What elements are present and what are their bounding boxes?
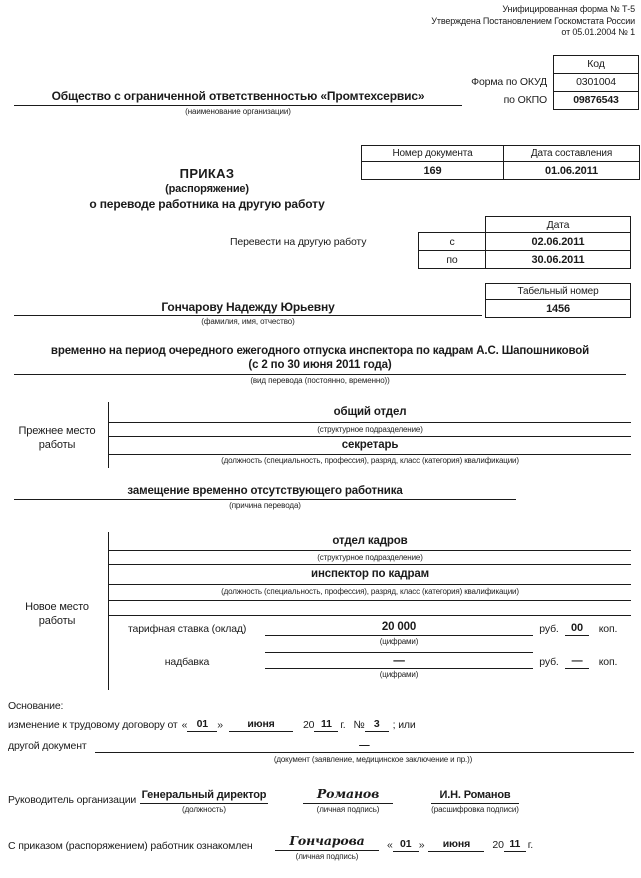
bonus-row: [109, 652, 631, 669]
basis-month: июня: [229, 717, 293, 732]
form-ref-line-3: от 05.01.2004 № 1: [561, 27, 635, 37]
doc-table-header-row: [362, 146, 640, 162]
ack-month: июня: [428, 837, 484, 852]
period-header-spacer: [419, 217, 486, 233]
head-name-caption: (расшифровка подписи): [431, 805, 519, 814]
transfer-reason-block: [14, 485, 516, 510]
basis-caption: (документ (заявление, медицинское заключение и пр.)): [273, 755, 473, 764]
personnel-number-value: 1456: [486, 300, 631, 318]
employee-name-block: [14, 300, 482, 326]
bonus-digits-caption: (цифрами): [379, 670, 419, 679]
doc-number-value: 169: [362, 162, 504, 180]
bonus-rub-label: руб.: [539, 656, 559, 668]
head-signature-caption: (личная подпись): [316, 805, 380, 814]
code-header-cell: Код: [553, 55, 639, 74]
employee-name: Гончарову Надежду Юрьевну: [14, 300, 482, 316]
ack-year-prefix: 20: [492, 839, 504, 851]
head-position-block: [140, 789, 268, 814]
salary-rub-label: руб.: [539, 623, 559, 635]
basis-other-line: [8, 738, 634, 753]
okud-value: 0301004: [553, 73, 639, 92]
doc-date-value: 01.06.2011: [504, 162, 640, 180]
ack-signature-block: [275, 833, 379, 861]
basis-block: [8, 700, 634, 764]
title-order: ПРИКАЗ: [179, 166, 235, 181]
basis-other-value: —: [95, 738, 634, 753]
period-from-date: 02.06.2011: [486, 233, 631, 251]
bonus-kop-label: коп.: [598, 656, 618, 668]
previous-department: общий отдел: [109, 402, 631, 423]
head-signature-block: [303, 786, 393, 814]
organization-name: Общество с ограниченной ответственностью «Промтехсервис»: [14, 89, 462, 106]
head-name-block: [431, 789, 519, 814]
title-block: [0, 166, 414, 211]
salary-digits-caption: (цифрами): [379, 637, 419, 646]
ack-day: 01: [393, 837, 419, 852]
okpo-label: по ОКПО: [503, 94, 547, 106]
period-from-row: [419, 233, 631, 251]
form-ref-line-1: Унифицированная форма № Т-5: [502, 4, 635, 14]
bonus-label: надбавка: [164, 656, 210, 668]
title-subject: о переводе работника на другую работу: [89, 197, 325, 211]
doc-number-header: Номер документа: [362, 146, 504, 162]
ack-signature: Гончарова: [275, 833, 379, 851]
salary-value: 20 000: [265, 620, 533, 636]
basis-number: 3: [365, 717, 389, 732]
employee-name-caption: (фамилия, имя, отчество): [201, 317, 295, 326]
new-department: отдел кадров: [109, 532, 631, 551]
previous-place-label: Прежнее место работы: [18, 425, 96, 451]
organization-caption: (наименование организации): [185, 107, 291, 116]
salary-kopeck-value: 00: [565, 621, 589, 636]
okpo-value: 09876543: [553, 91, 639, 110]
transfer-type-block: [14, 344, 626, 385]
code-header-row: [359, 55, 639, 74]
new-place-label: Новое место работы: [25, 601, 89, 627]
basis-label: Основание:: [8, 700, 64, 712]
ack-date: [387, 837, 533, 852]
transfer-type-line-1: временно на период очередного ежегодного отпуска инспектора по кадрам А.С. Шапошниковой: [50, 345, 590, 357]
ack-year-suffix: г.: [527, 839, 533, 851]
ack-signature-caption: (личная подпись): [295, 852, 359, 861]
previous-place-content: [109, 402, 631, 468]
transfer-reason: замещение временно отсутствующего работника: [14, 485, 516, 500]
transfer-type-caption: (вид перевода (постоянно, временно)): [250, 376, 390, 385]
basis-tail: ; или: [392, 719, 416, 731]
salary-label: тарифная ставка (оклад): [128, 623, 247, 635]
basis-other-label: другой документ: [8, 740, 87, 752]
salary-row: [109, 618, 631, 636]
ack-label: С приказом (распоряжением) работник ознакомлен: [8, 840, 253, 852]
new-position: инспектор по кадрам: [109, 565, 631, 585]
basis-quote-open: «: [181, 719, 188, 731]
period-to-label: по: [419, 251, 486, 269]
period-header-row: [419, 217, 631, 233]
form-ref-line-2: Утверждена Постановлением Госкомстата России: [431, 15, 635, 26]
bonus-value: —: [265, 652, 533, 669]
period-date-header: Дата: [486, 217, 631, 233]
period-to-row: [419, 251, 631, 269]
head-label: Руководитель организации: [8, 794, 137, 806]
basis-day: 01: [187, 717, 217, 732]
salary-kop-label: коп.: [598, 623, 618, 635]
period-from-label: с: [419, 233, 486, 251]
new-place-content: [109, 532, 631, 681]
code-header-spacer: [359, 55, 553, 74]
ack-quote-close: »: [418, 839, 425, 851]
basis-year: 11: [314, 717, 338, 732]
previous-position-caption: (должность (специальность, профессия), разряд, класс (категория) квалификации): [221, 456, 519, 465]
personnel-value-row: [486, 300, 631, 318]
basis-number-sign: №: [353, 719, 365, 731]
personnel-header-row: [486, 284, 631, 300]
head-position: Генеральный директор: [140, 789, 268, 804]
period-to-date: 30.06.2011: [486, 251, 631, 269]
ack-year: 11: [504, 837, 526, 852]
head-position-caption: (должность): [182, 805, 226, 814]
transfer-type-line-2: (с 2 по 30 июня 2011 года): [248, 359, 392, 371]
personnel-number-header: Табельный номер: [486, 284, 631, 300]
basis-contract-line: [8, 717, 634, 732]
okud-label: Форма по ОКУД: [471, 76, 547, 88]
transfer-type-lines: [14, 344, 626, 375]
transfer-period-label: Перевести на другую работу: [230, 236, 367, 248]
bonus-kopeck-value: —: [565, 654, 589, 669]
transfer-period-table: [418, 216, 631, 269]
previous-department-caption: (структурное подразделение): [109, 423, 631, 437]
basis-year-prefix: 20: [302, 719, 315, 731]
title-directive: (распоряжение): [165, 183, 249, 195]
ack-quote-open: «: [387, 839, 393, 851]
head-signature: Романов: [303, 786, 393, 804]
form-reference: [431, 4, 635, 39]
previous-position: секретарь: [109, 437, 631, 455]
new-department-caption: (структурное подразделение): [109, 551, 631, 565]
new-place-empty-row: [109, 601, 631, 616]
doc-date-header: Дата составления: [504, 146, 640, 162]
head-name: И.Н. Романов: [431, 789, 519, 804]
basis-year-suffix: г.: [340, 719, 346, 731]
basis-quote-close: »: [217, 719, 223, 731]
basis-text: изменение к трудовому договору от: [8, 719, 178, 731]
personnel-number-table: [485, 283, 631, 318]
organization-block: [14, 89, 462, 116]
new-position-caption: (должность (специальность, профессия), разряд, класс (категория) квалификации): [109, 585, 631, 601]
transfer-reason-caption: (причина перевода): [229, 501, 301, 510]
